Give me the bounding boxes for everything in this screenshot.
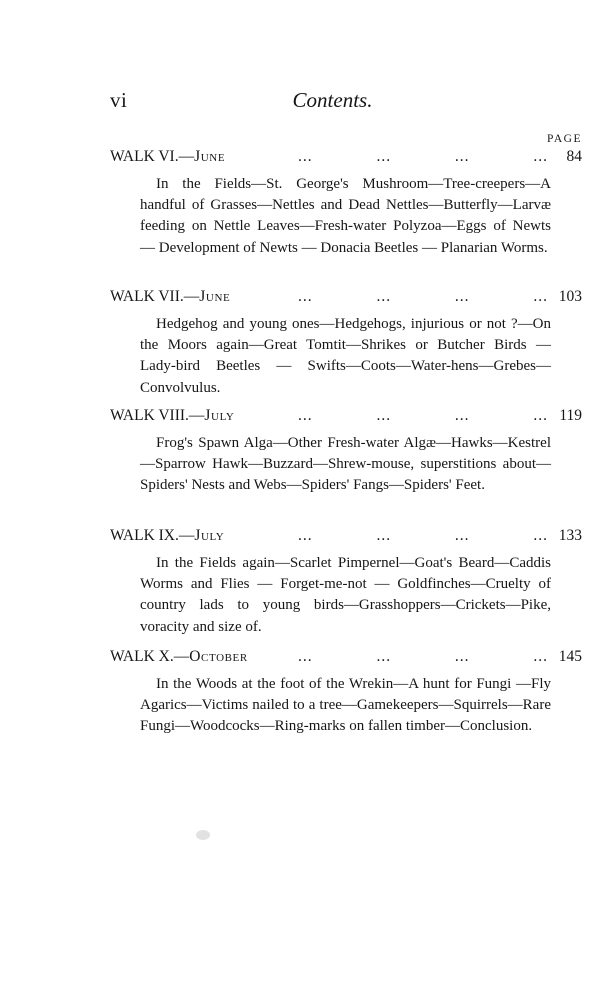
toc-entry-walk-ix bbox=[110, 525, 582, 638]
page-column-label: PAGE bbox=[547, 133, 582, 145]
toc-entry-walk-vi bbox=[110, 146, 582, 259]
toc-entry-walk-viii bbox=[110, 405, 582, 497]
walk-page-number: 133 bbox=[558, 527, 582, 544]
page-header bbox=[110, 88, 555, 118]
dot-leaders: ... ... ... ... bbox=[298, 648, 548, 665]
walk-month: June bbox=[194, 148, 226, 165]
walk-title: WALK X.—October bbox=[110, 648, 248, 665]
toc-entry-heading bbox=[110, 646, 582, 668]
walk-summary: Frog's Spawn Alga—Other Fresh-water Algæ—Hawks—Kestrel—Sparrow Hawk—Buzzard—Shrew-mouse, superstitions about—Spiders' Nests and Webs—Spiders' Fangs—Spiders' Feet. bbox=[140, 435, 551, 494]
walk-title: WALK VI.—June bbox=[110, 148, 226, 165]
walk-month: July bbox=[204, 407, 235, 424]
walk-month: October bbox=[189, 648, 248, 665]
walk-page-number: 84 bbox=[566, 148, 582, 165]
walk-summary: In the Woods at the foot of the Wrekin—A hunt for Fungi —Fly Agarics—Victims nailed to a tree—Gamekeepers—Squirrels—Rare Fungi—Woodcocks—Ring-marks on fallen timber—Conclusion. bbox=[140, 676, 551, 735]
walk-summary: In the Fields—St. George's Mushroom—Tree-creepers—A handful of Grasses—Nettles and Dead Nettles—Butterfly—Larvæ feeding on Nettle Leaves—Fresh-water Polyzoa—Eggs of Newts — Development of Newts — Donacia Beetles — Planarian Worms. bbox=[140, 176, 551, 256]
walk-title: WALK VIII.—July bbox=[110, 407, 235, 424]
walk-title: WALK IX.—July bbox=[110, 527, 225, 544]
dot-leaders: ... ... ... ... bbox=[298, 527, 548, 544]
walk-month: June bbox=[199, 288, 231, 305]
walk-page-number: 119 bbox=[559, 407, 582, 424]
running-title: Contents. bbox=[292, 88, 373, 112]
toc-entry-walk-x bbox=[110, 646, 582, 738]
walk-month: July bbox=[194, 527, 225, 544]
toc-entry-heading bbox=[110, 286, 582, 308]
toc-entry-heading bbox=[110, 405, 582, 427]
walk-summary: In the Fields again—Scarlet Pimpernel—Goat's Beard—Caddis Worms and Flies — Forget-me-not — Goldfinches—Cruelty of country lads to young birds—Grasshoppers—Crickets—Pike, voracity and size of. bbox=[140, 555, 551, 635]
page-number-roman: vi bbox=[110, 88, 128, 112]
dot-leaders: ... ... ... ... bbox=[298, 407, 548, 424]
toc-entry-walk-vii bbox=[110, 286, 582, 399]
walk-page-number: 103 bbox=[558, 288, 582, 305]
walk-page-number: 145 bbox=[558, 648, 582, 665]
dot-leaders: ... ... ... ... bbox=[298, 288, 548, 305]
toc-entry-heading bbox=[110, 146, 582, 168]
walk-title: WALK VII.—June bbox=[110, 288, 231, 305]
paper-smudge bbox=[196, 830, 210, 840]
toc-entry-heading bbox=[110, 525, 582, 547]
dot-leaders: ... ... ... ... bbox=[298, 148, 548, 165]
walk-summary: Hedgehog and young ones—Hedgehogs, injurious or not ?—On the Moors again—Great Tomtit—Shrikes or Butcher Birds — Lady-bird Beetles — Swifts—Coots—Water-hens—Grebes—Convolvulus. bbox=[140, 316, 551, 396]
